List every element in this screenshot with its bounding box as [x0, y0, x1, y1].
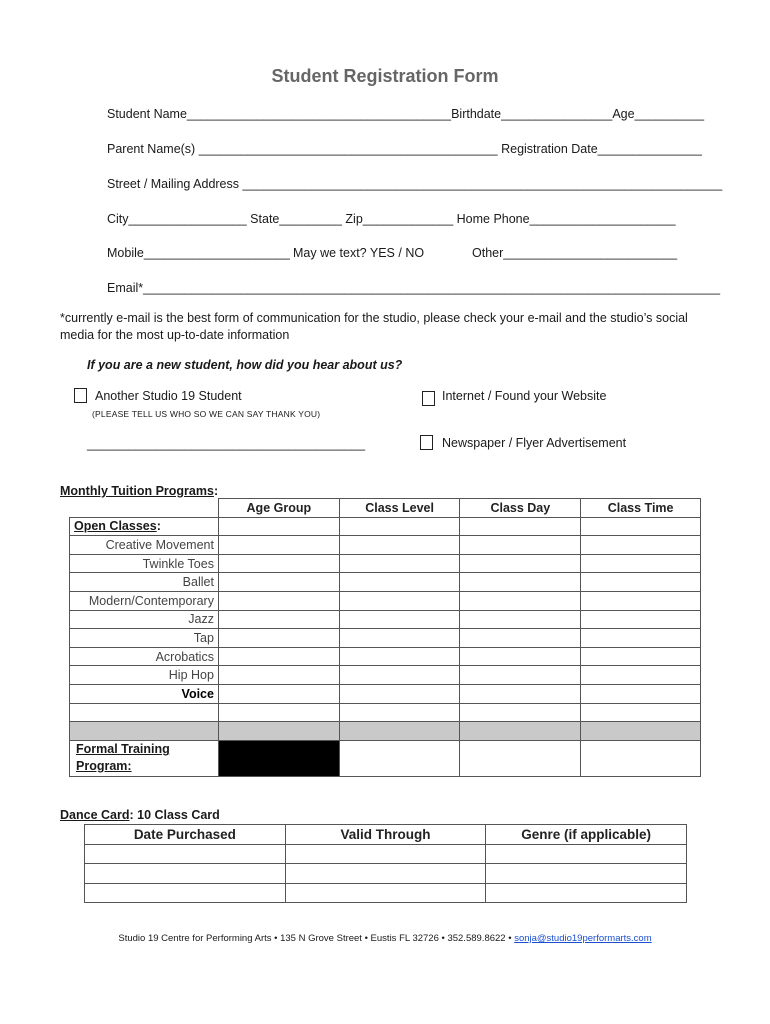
column-header: Age Group: [218, 499, 339, 518]
column-header: Genre (if applicable): [486, 825, 687, 845]
class-name: Hip Hop: [70, 666, 219, 685]
table-row: [70, 591, 701, 610]
class-name: Tap: [70, 629, 219, 648]
text-permission[interactable]: May we text? YES / NO: [293, 246, 425, 260]
newspaper-label: Newspaper / Flyer Advertisement: [442, 436, 627, 450]
table-row: [70, 703, 701, 722]
formal-training-label: Formal Training Program:: [70, 740, 219, 776]
internet-label: Internet / Found your Website: [442, 389, 607, 403]
table-row: [70, 554, 701, 573]
city-state-zip-field[interactable]: City_________________ State_________ Zip_____________ Home Phone_____________________: [107, 212, 676, 226]
table-row: [70, 536, 701, 555]
internet-checkbox[interactable]: [422, 391, 435, 406]
table-row: [70, 629, 701, 648]
table-row: [70, 610, 701, 629]
column-header: Class Day: [460, 499, 581, 518]
table-row: [70, 573, 701, 592]
table-row: Open Classes:: [70, 517, 701, 536]
dance-card-table: [84, 824, 687, 903]
referrer-name-field[interactable]: ________________________________________: [87, 437, 366, 451]
hear-question: If you are a new student, how did you hear about us?: [87, 358, 403, 372]
class-name: Acrobatics: [70, 647, 219, 666]
table-row: [70, 647, 701, 666]
table-header-row: [70, 499, 701, 518]
parent-name-field[interactable]: Parent Name(s) ___________________________________________ Registration Date_______________: [107, 142, 702, 156]
footer-email-link[interactable]: sonja@studio19performarts.com: [514, 933, 652, 944]
mobile-field[interactable]: Mobile_____________________: [107, 246, 290, 260]
notice-text: *currently e-mail is the best form of communication for the studio, please check your e-mail and the studio’s social: [60, 311, 688, 325]
email-field[interactable]: Email*___________________________________________________________________________________: [107, 281, 721, 295]
table-row: [85, 844, 687, 864]
notice-text-2: media for the most up-to-date information: [60, 328, 290, 342]
table-row: [70, 684, 701, 703]
class-name: Twinkle Toes: [70, 554, 219, 573]
tuition-heading: Monthly Tuition Programs:: [60, 484, 219, 498]
tell-us-note: (PLEASE TELL US WHO SO WE CAN SAY THANK YOU): [92, 409, 321, 419]
footer: [0, 933, 770, 944]
column-header: Date Purchased: [85, 825, 286, 845]
table-row: [85, 864, 687, 884]
other-phone-field[interactable]: Other_________________________: [472, 246, 678, 260]
form-title: Student Registration Form: [271, 66, 499, 86]
class-name: Creative Movement: [70, 536, 219, 555]
tuition-table: [69, 498, 701, 777]
table-header-row: [85, 825, 687, 845]
divider-row: [70, 722, 701, 741]
class-name: Modern/Contemporary: [70, 591, 219, 610]
newspaper-checkbox[interactable]: [420, 435, 433, 450]
dance-card-heading: Dance Card: 10 Class Card: [60, 808, 220, 822]
column-header: Class Time: [581, 499, 701, 518]
footer-text: Studio 19 Centre for Performing Arts • 135 N Grove Street • Eustis FL 32726 • 352.589.8622 •: [118, 933, 515, 944]
class-name: Ballet: [70, 573, 219, 592]
another-student-label: Another Studio 19 Student: [95, 389, 242, 403]
table-row: [85, 883, 687, 903]
column-header: Class Level: [339, 499, 460, 518]
open-classes-label: Open Classes: [74, 519, 157, 534]
class-name: Jazz: [70, 610, 219, 629]
another-student-checkbox[interactable]: [74, 388, 87, 403]
student-name-field[interactable]: Student Name______________________________________Birthdate________________Age__________: [107, 107, 705, 121]
table-row: [70, 740, 701, 776]
address-field[interactable]: Street / Mailing Address _____________________________________________________________________: [107, 177, 723, 191]
class-name: Voice: [70, 684, 219, 703]
column-header: Valid Through: [285, 825, 486, 845]
table-row: [70, 666, 701, 685]
